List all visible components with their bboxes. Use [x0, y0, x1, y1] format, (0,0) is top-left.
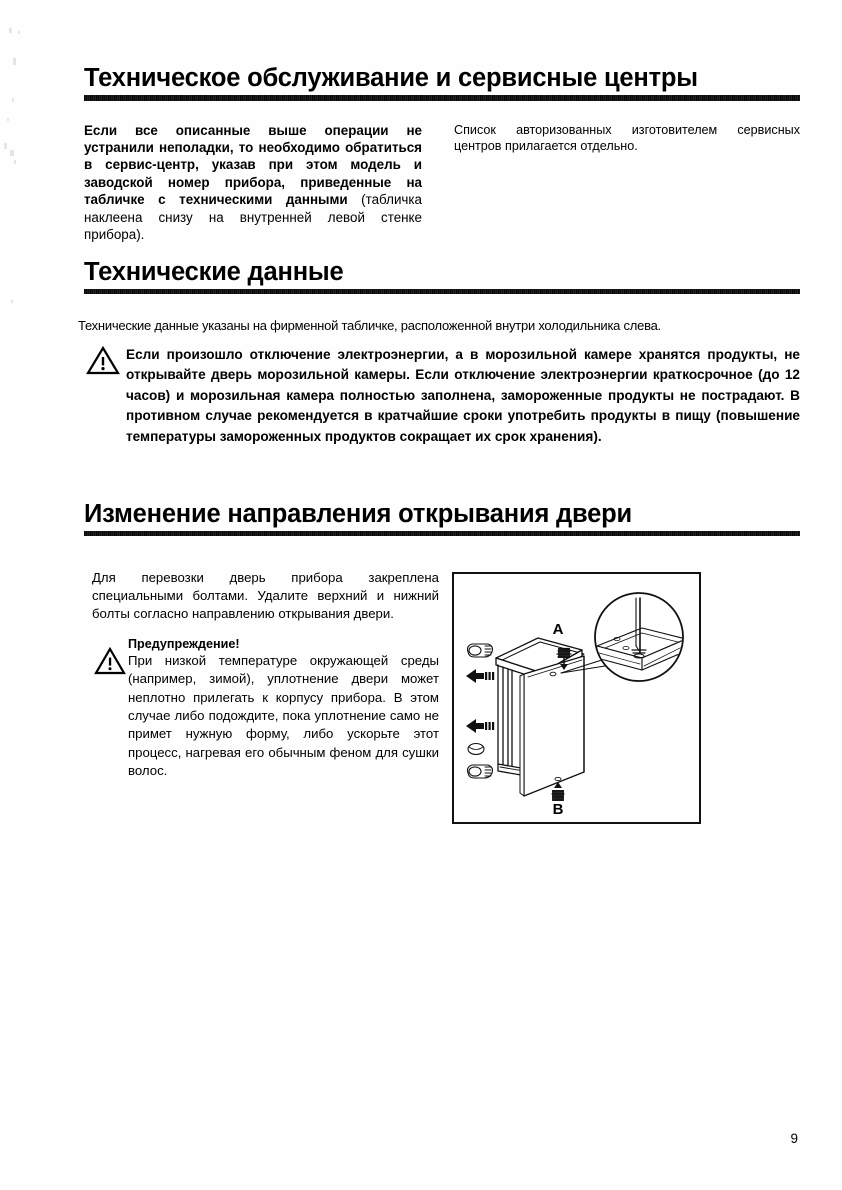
caution-heading: Предупреждение! [128, 637, 240, 652]
warning-triangle-icon [94, 647, 126, 680]
service-right-column [454, 122, 800, 155]
heading-rule [84, 531, 800, 536]
service-left-paragraph [84, 122, 422, 244]
tech-data-warning [86, 345, 800, 448]
caution-body: При низкой температуре окружающей среды (например, зимой), уплотнение двери может неплотно прилегать к корпусу прибора. В этом случае либо подождите, пока уплотнение само не примет нужную форму, либо ускорьте этот процесс, нагревая его обычным феном для сушки волос. [128, 653, 439, 778]
scan-speckle [14, 160, 16, 164]
diagram-label-a: A [552, 620, 564, 638]
tech-data-lead: Технические данные указаны на фирменной табличке, расположенной внутри холодильника слева. [78, 317, 661, 333]
section-title-service: Техническое обслуживание и сервисные центры [84, 64, 698, 92]
service-right-paragraph: Список авторизованных изготовителем сервисных центров прилагается отдельно. [454, 122, 800, 153]
door-reversal-caution [92, 637, 439, 780]
door-reversal-text-column [92, 569, 439, 781]
service-left-bold-text: Если все описанные выше операции не устранили неполадки, то необходимо обратиться в сервис-центр, указав при этом модель и заводской номер прибора, приведенные на табличке с техническими данными [84, 122, 422, 208]
scan-speckle [7, 118, 9, 121]
section-service [84, 64, 800, 242]
door-reversal-diagram [452, 572, 701, 824]
diagram-label-b: B [552, 800, 564, 818]
tech-data-warning-text: Если произошло отключение электроэнергии, а в морозильной камере хранятся продукты, не открывайте дверь морозильной камеры. Если отключение электроэнергии краткосрочное (до 12 часов) и морозильная камера полностью заполнена, замороженные продукты не пострадают. В противном случае рекомендуется в кратчайшие сроки употребить продукты в пищу (повышение температуры замороженных продуктов сокращает их срок хранения). [126, 346, 800, 444]
scan-speckle [9, 28, 12, 33]
door-reversal-body [84, 569, 800, 839]
diagram-canvas [454, 574, 695, 818]
section-door-reversal [84, 500, 800, 839]
door-reversal-intro: Для перевозки дверь прибора закреплена специальными болтами. Удалите верхний и нижний болты согласно направлению открывания двери. [92, 569, 439, 621]
heading-rule [84, 95, 800, 101]
scan-speckle [11, 300, 13, 303]
page-number: 9 [790, 1131, 798, 1146]
section-tech-data [78, 258, 800, 448]
scan-speckle [13, 58, 16, 65]
intro-columns [84, 122, 800, 242]
scan-speckle [12, 98, 14, 102]
warning-triangle-icon [86, 346, 120, 380]
service-left-normal-text: (табличка наклеена снизу на внутренней левой стенке прибора). [84, 192, 422, 242]
scan-speckle [10, 150, 14, 156]
section-title-tech-data: Технические данные [84, 258, 344, 286]
section-title-door-reversal: Изменение направления открывания двери [84, 500, 632, 528]
service-left-column [84, 122, 422, 244]
heading-rule [84, 289, 800, 294]
scan-speckle [18, 31, 20, 34]
scan-speckle [4, 143, 7, 149]
